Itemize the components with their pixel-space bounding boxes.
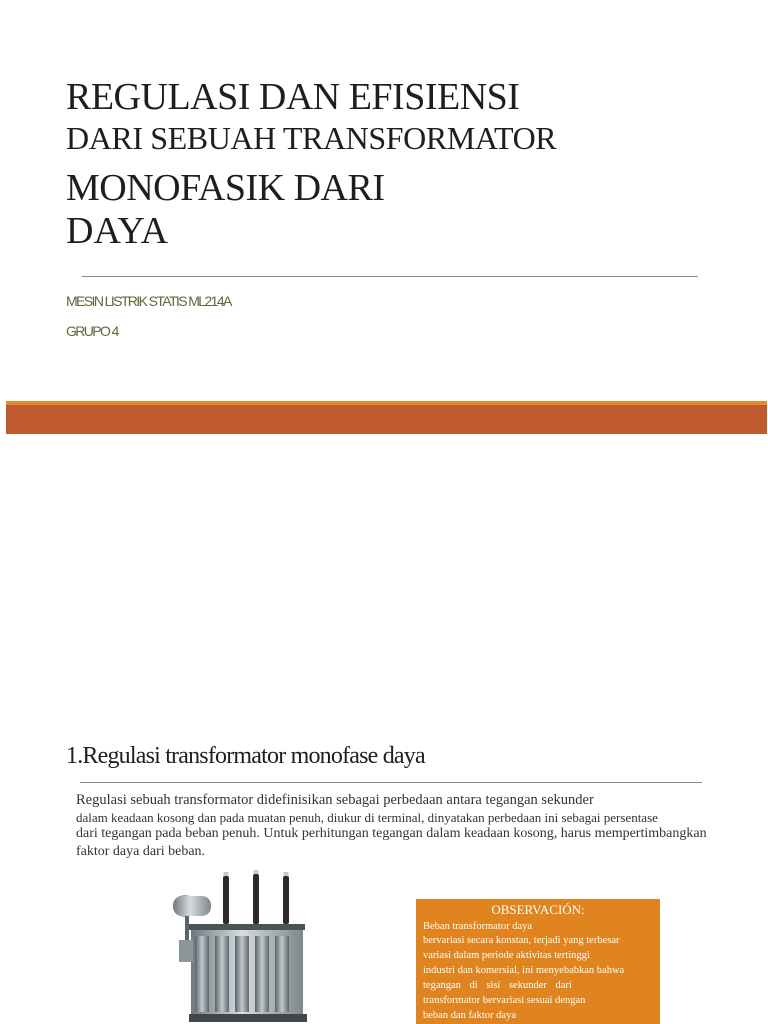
title-line-4: DAYA bbox=[66, 210, 169, 252]
observation-line-2: bervariasi secara konstan, terjadi yang terbesar bbox=[423, 935, 620, 946]
title-line-1: REGULASI DAN EFISIENSI bbox=[66, 76, 520, 118]
paragraph-line-2: dalam keadaan kosong dan pada muatan penuh, diukur di terminal, dinyatakan perbedaan ini sebagai persentase bbox=[76, 810, 658, 825]
observation-line-4: industri dan komersial, ini menyebabkan bahwa bbox=[423, 965, 625, 976]
section-heading: 1.Regulasi transformator monofase daya bbox=[66, 743, 425, 769]
observation-line-7: beban dan faktor daya bbox=[423, 1010, 516, 1021]
observation-title: OBSERVACIÓN: bbox=[491, 902, 585, 917]
paragraph-line-3: dari tegangan pada beban penuh. Untuk perhitungan tegangan dalam keadaan kosong, harus mempertimbangkan bbox=[76, 826, 707, 841]
observation-line-5: tegangan di sisi sekunder dari bbox=[423, 980, 572, 991]
title-line-3: MONOFASIK DARI bbox=[66, 167, 385, 209]
paragraph-line-4: faktor daya dari beban. bbox=[76, 844, 206, 859]
observation-line-3: variasi dalam periode aktivitas tertinggi bbox=[423, 950, 590, 961]
observation-line-1: Beban transformator daya bbox=[423, 921, 533, 932]
heading-divider bbox=[80, 782, 702, 783]
paragraph-line-1: Regulasi sebuah transformator didefinisikan sebagai perbedaan antara tegangan sekunder bbox=[76, 792, 594, 808]
subtitle-course: MESIN LISTRIK STATIS ML214A bbox=[66, 293, 231, 309]
transformer-image bbox=[165, 870, 315, 1024]
observation-box bbox=[416, 899, 660, 1024]
subtitle-group: GRUPO 4 bbox=[66, 323, 118, 339]
title-divider bbox=[82, 276, 698, 277]
observation-line-6: transformator bervariasi sesuai dengan bbox=[423, 995, 586, 1006]
decorative-band bbox=[6, 405, 767, 434]
title-line-2: DARI SEBUAH TRANSFORMATOR bbox=[66, 120, 557, 156]
